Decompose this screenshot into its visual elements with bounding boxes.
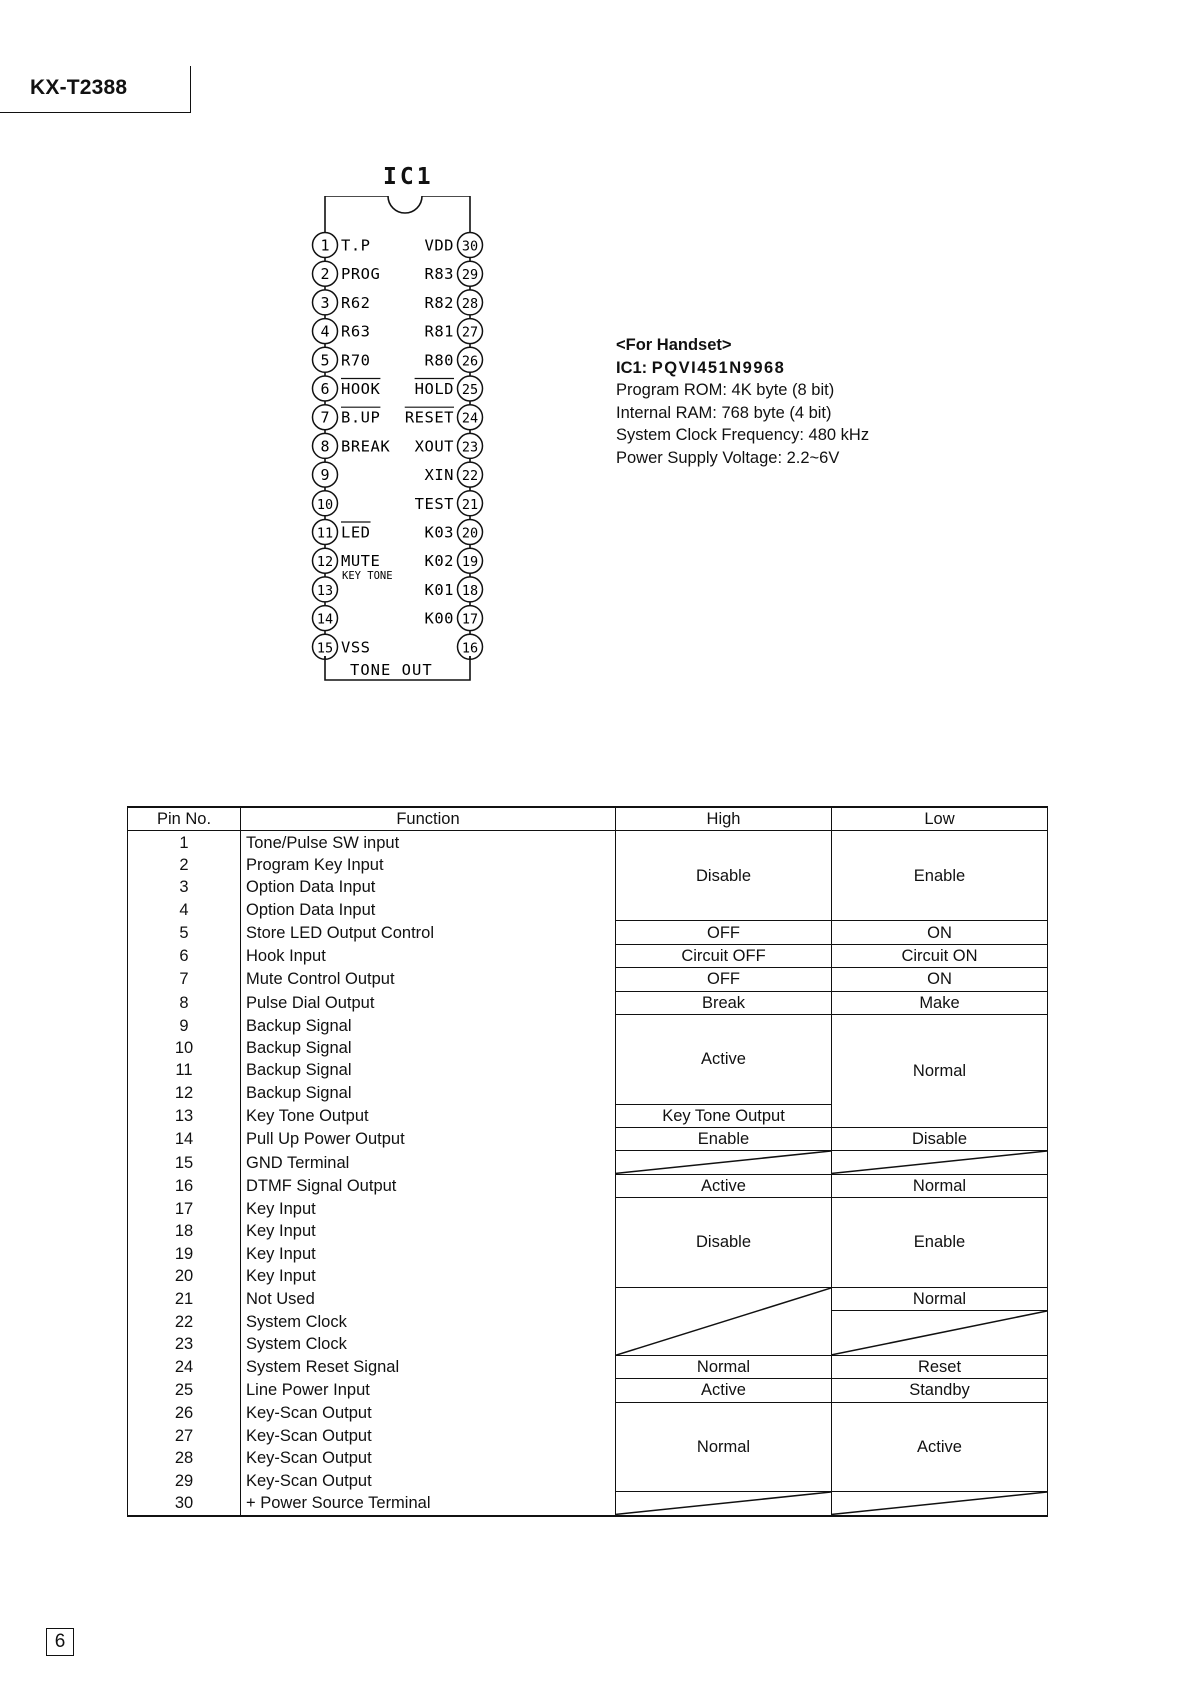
- pin-number: 22: [461, 468, 479, 485]
- pin-number: 11: [316, 525, 334, 542]
- pin-number: 19: [461, 554, 479, 571]
- table-row: [128, 1151, 1048, 1174]
- spec-line: System Clock Frequency: 480 kHz: [616, 426, 870, 444]
- pin-cell: 20: [128, 1265, 241, 1287]
- low-cell: Standby: [832, 1379, 1048, 1402]
- col-header-high: High: [616, 807, 832, 831]
- pin-label: XOUT: [414, 437, 454, 456]
- not-applicable-cell: [616, 1492, 832, 1516]
- table-header-row: [128, 807, 1048, 831]
- function-cell: Line Power Input: [241, 1379, 616, 1402]
- high-cell: Normal: [616, 1355, 832, 1378]
- high-cell: Active: [616, 1015, 832, 1105]
- table-row: [128, 1355, 1048, 1378]
- pin-number: 5: [320, 351, 330, 370]
- pin-number: 24: [461, 410, 479, 427]
- pin-label: TEST: [414, 494, 454, 513]
- pin-cell: 21: [128, 1287, 241, 1310]
- pin-label: R83: [424, 265, 454, 284]
- pin-label: R81: [424, 322, 454, 341]
- ic-title: IC1: [383, 164, 434, 190]
- pin-label: R63: [341, 322, 371, 341]
- pin-number: 30: [461, 238, 479, 255]
- pin-cell: 30: [128, 1492, 241, 1516]
- low-cell: Enable: [832, 831, 1048, 921]
- key-tone-label: KEY TONE: [342, 570, 393, 582]
- low-cell: Circuit ON: [832, 944, 1048, 967]
- table-row: [128, 1198, 1048, 1220]
- function-cell: System Clock: [241, 1333, 616, 1355]
- pin-number: 7: [320, 408, 330, 427]
- pin-number: 21: [461, 496, 479, 513]
- high-cell: OFF: [616, 968, 832, 991]
- spec-part-number: PQVI451N9968: [651, 358, 786, 377]
- table-row: [128, 991, 1048, 1014]
- table-row: [128, 1015, 1048, 1037]
- ic-pinout-diagram: [305, 196, 515, 691]
- pin-number: 28: [461, 295, 479, 312]
- low-cell: Active: [832, 1402, 1048, 1492]
- low-cell: Make: [832, 991, 1048, 1014]
- low-cell: Normal: [832, 1174, 1048, 1197]
- pin-number: 3: [320, 293, 330, 312]
- function-cell: Backup Signal: [241, 1037, 616, 1059]
- function-cell: Backup Signal: [241, 1015, 616, 1037]
- table-row: [128, 1287, 1048, 1310]
- col-header-pin: Pin No.: [128, 807, 241, 831]
- table-row: [128, 944, 1048, 967]
- table-row: [128, 968, 1048, 991]
- pin-label: K00: [424, 609, 454, 628]
- spec-ic-label: IC1:: [616, 358, 648, 377]
- not-applicable-cell: [832, 1492, 1048, 1516]
- function-cell: Key Input: [241, 1265, 616, 1287]
- spec-line: Program ROM: 4K byte (8 bit): [616, 381, 835, 399]
- pin-cell: 17: [128, 1198, 241, 1220]
- pin-number: 1: [320, 236, 330, 255]
- pin-label: R70: [341, 351, 371, 370]
- pin-cell: 19: [128, 1242, 241, 1264]
- low-cell: Enable: [832, 1198, 1048, 1288]
- pin-label: RESET: [404, 408, 454, 427]
- high-cell: Disable: [616, 831, 832, 921]
- spec-heading: <For Handset>: [616, 336, 732, 354]
- function-cell: GND Terminal: [241, 1151, 616, 1174]
- high-cell: Key Tone Output: [616, 1104, 832, 1127]
- pin-number: 6: [320, 380, 330, 398]
- function-cell: Key-Scan Output: [241, 1447, 616, 1469]
- not-applicable-cell: [616, 1287, 832, 1355]
- function-cell: Key Input: [241, 1220, 616, 1242]
- pin-number: 23: [461, 439, 479, 456]
- pin-label: HOLD: [414, 380, 454, 398]
- pin-cell: 8: [128, 991, 241, 1014]
- pin-cell: 1: [128, 831, 241, 854]
- pin-label: LED: [341, 523, 371, 542]
- pin-cell: 22: [128, 1311, 241, 1333]
- header-rule: [0, 112, 191, 113]
- spec-line: Power Supply Voltage: 2.2~6V: [616, 448, 840, 467]
- function-cell: Program Key Input: [241, 854, 616, 876]
- pin-cell: 5: [128, 921, 241, 944]
- pin-label: K03: [424, 523, 454, 542]
- pin-cell: 14: [128, 1127, 241, 1150]
- not-applicable-cell: [832, 1151, 1048, 1174]
- header-rule-vertical: [190, 66, 191, 113]
- high-cell: Circuit OFF: [616, 944, 832, 967]
- pin-label: B.UP: [341, 408, 381, 427]
- pin-cell: 24: [128, 1355, 241, 1378]
- function-cell: Pull Up Power Output: [241, 1127, 616, 1150]
- function-cell: Option Data Input: [241, 899, 616, 921]
- spec-line: Internal RAM: 768 byte (4 bit): [616, 403, 832, 422]
- pin-number: 12: [316, 554, 334, 571]
- function-cell: Key Tone Output: [241, 1104, 616, 1127]
- spec-part-line: [616, 357, 869, 380]
- pin-number: 29: [461, 267, 479, 284]
- pin-label: R62: [341, 293, 371, 312]
- pin-label: K02: [424, 552, 454, 571]
- table-row: [128, 1492, 1048, 1516]
- col-header-function: Function: [241, 807, 616, 831]
- function-cell: Store LED Output Control: [241, 921, 616, 944]
- pin-cell: 2: [128, 854, 241, 876]
- function-cell: Backup Signal: [241, 1082, 616, 1104]
- function-cell: Key-Scan Output: [241, 1425, 616, 1447]
- table-row: [128, 921, 1048, 944]
- low-cell: Reset: [832, 1355, 1048, 1378]
- pin-cell: 25: [128, 1379, 241, 1402]
- tone-out-label: TONE OUT: [350, 661, 433, 679]
- pin-cell: 16: [128, 1174, 241, 1197]
- pin-cell: 23: [128, 1333, 241, 1355]
- pin-label: VDD: [424, 236, 454, 255]
- pin-cell: 26: [128, 1402, 241, 1424]
- table-row: [128, 1174, 1048, 1197]
- pin-cell: 7: [128, 968, 241, 991]
- high-cell: Disable: [616, 1198, 832, 1288]
- function-cell: Key-Scan Output: [241, 1402, 616, 1424]
- not-applicable-cell: [832, 1311, 1048, 1356]
- function-cell: Pulse Dial Output: [241, 991, 616, 1014]
- pin-cell: 4: [128, 899, 241, 921]
- pin-label: R80: [424, 351, 454, 370]
- pin-number: 14: [316, 611, 334, 628]
- page-number: 6: [46, 1628, 74, 1656]
- low-cell: ON: [832, 921, 1048, 944]
- function-cell: System Clock: [241, 1311, 616, 1333]
- function-cell: Key Input: [241, 1242, 616, 1264]
- col-header-low: Low: [832, 807, 1048, 831]
- high-cell: Active: [616, 1174, 832, 1197]
- high-cell: Enable: [616, 1127, 832, 1150]
- pin-cell: 6: [128, 944, 241, 967]
- pin-label: VSS: [341, 638, 371, 657]
- function-cell: Option Data Input: [241, 876, 616, 898]
- table-row: [128, 1127, 1048, 1150]
- pin-cell: 13: [128, 1104, 241, 1127]
- pin-number: 15: [316, 640, 334, 657]
- table-row: [128, 831, 1048, 854]
- pin-number: 18: [461, 582, 479, 599]
- pin-number: 25: [461, 382, 479, 398]
- function-cell: Key Input: [241, 1198, 616, 1220]
- pin-number: 10: [316, 496, 334, 513]
- pin-function-table: [127, 806, 1048, 1517]
- pin-cell: 3: [128, 876, 241, 898]
- function-cell: Tone/Pulse SW input: [241, 831, 616, 854]
- function-cell: Not Used: [241, 1287, 616, 1310]
- table-row: [128, 1311, 1048, 1333]
- pin-cell: 10: [128, 1037, 241, 1059]
- pin-label: XIN: [424, 466, 454, 485]
- pin-cell: 11: [128, 1059, 241, 1081]
- pin-cell: 29: [128, 1469, 241, 1491]
- not-applicable-cell: [616, 1151, 832, 1174]
- pin-cell: 28: [128, 1447, 241, 1469]
- pin-cell: 9: [128, 1015, 241, 1037]
- pin-number: 26: [461, 353, 479, 370]
- pin-label: MUTE: [341, 552, 381, 571]
- low-cell: Normal: [832, 1015, 1048, 1128]
- low-cell: ON: [832, 968, 1048, 991]
- table-row: [128, 1402, 1048, 1424]
- pin-cell: 18: [128, 1220, 241, 1242]
- high-cell: Normal: [616, 1402, 832, 1492]
- high-cell: Active: [616, 1379, 832, 1402]
- pin-number: 9: [320, 466, 330, 485]
- low-cell: Normal: [832, 1287, 1048, 1310]
- high-cell: Break: [616, 991, 832, 1014]
- function-cell: Key-Scan Output: [241, 1469, 616, 1491]
- pin-label: R82: [424, 293, 454, 312]
- pin-label: BREAK: [341, 437, 391, 456]
- low-cell: Disable: [832, 1127, 1048, 1150]
- pin-number: 17: [461, 611, 479, 628]
- function-cell: + Power Source Terminal: [241, 1492, 616, 1516]
- pin-number: 4: [320, 322, 330, 341]
- ic-spec-block: [616, 334, 869, 469]
- pin-number: 16: [461, 640, 479, 657]
- function-cell: Hook Input: [241, 944, 616, 967]
- model-number: KX-T2388: [30, 76, 128, 99]
- pin-cell: 12: [128, 1082, 241, 1104]
- pin-label: PROG: [341, 265, 381, 284]
- pin-cell: 27: [128, 1425, 241, 1447]
- high-cell: OFF: [616, 921, 832, 944]
- pin-number: 20: [461, 525, 479, 542]
- pin-number: 8: [320, 437, 330, 456]
- function-cell: DTMF Signal Output: [241, 1174, 616, 1197]
- pin-cell: 15: [128, 1151, 241, 1174]
- pin-label: HOOK: [341, 380, 381, 398]
- pin-label: T.P: [341, 236, 371, 255]
- table-row: [128, 1379, 1048, 1402]
- function-cell: Backup Signal: [241, 1059, 616, 1081]
- pin-number: 2: [320, 265, 330, 284]
- pin-number: 13: [316, 582, 334, 599]
- pin-number: 27: [461, 324, 479, 341]
- pin-label: K01: [424, 580, 454, 599]
- function-cell: System Reset Signal: [241, 1355, 616, 1378]
- function-cell: Mute Control Output: [241, 968, 616, 991]
